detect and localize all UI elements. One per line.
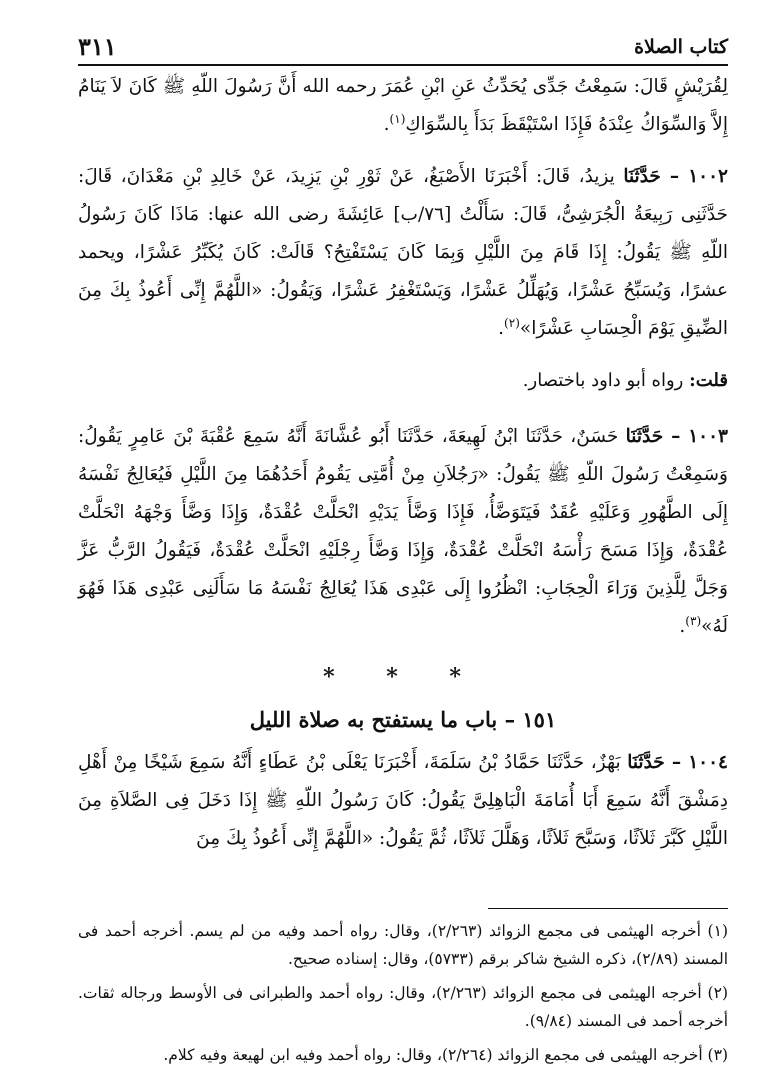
footnote-2: (٢) أخرجه الهيثمى فى مجمع الزوائد (٢/٢٦٣)، وقال: رواه أحمد والطبرانى فى الأوسط ورجاله ثقات. أخرجه أحمد فى المسند (٩/٨٤). [78,984,728,1030]
footnote-divider [488,908,728,909]
hadith-text: حَسَنٌ، حَدَّثَنَا ابْنُ لَهِيعَةَ، حَدَّثَنَا أَبُو عُشَّانَةَ أَنَّهُ سَمِعَ عُقْبَةَ بْنَ عَامِرٍ يَقُولُ: وَسَمِعْتُ رَسُولَ اللّهِ ﷺ يَقُولُ: «رَجُلاَنِ مِنْ أُمَّتِى يَقُومُ أَحَدُهُمَا مِنَ اللَّيْلِ فَيُعَالِجُ نَفْسَهُ إِلَى الطَّهُورِ وَعَلَيْهِ عُقَدٌ فَيَتَوَضَّأُ، فَإِذَا وَضَّأَ يَدَيْهِ انْحَلَّتْ عُقْدَةٌ، وَإِذَا وَضَّأَ وَجْهَهُ انْحَلَّتْ عُقْدَةٌ، وَإِذَا مَسَحَ رَأْسَهُ انْحَلَّتْ عُقْدَةٌ، وَإِذَا وَضَّأَ رِجْلَيْهِ انْحَلَّتْ عُقْدَةٌ، فَيَقُولُ الرَّبُّ عَزَّ وَجَلَّ لِلَّذِينَ وَرَاءَ الْحِجَابِ: انْظُرُوا إِلَى عَبْدِى هَذَا يُعَالِجُ نَفْسَهُ مَا سَأَلَنِى عَبْدِى هَذَا فَهُوَ لَهُ» [78,426,728,637]
hadith-number: ١٠٠٣ – [663,426,728,447]
author-note [78,362,728,400]
hadith-1004 [78,744,728,858]
chapter-heading: ١٥١ – باب ما يستفتح به صلاة الليل [249,707,557,732]
footnote-ref: (٣) [685,613,702,628]
footnote-1: (١) أخرجه الهيثمى فى مجمع الزوائد (٢/٢٦٣)، وقال: رواه أحمد وفيه من لم يسم. أخرجه أحمد فى المسند (٢/٨٩)، ذكره الشيخ شاكر برقم (٥٧٣٣)، وقال: إسناده صحيح. [78,922,728,968]
hadith-lead: حَدَّثَنَا [623,166,661,187]
hadith-1003: ١٠٠٣ – حَدَّثَنَا حَسَنٌ، حَدَّثَنَا ابْنُ لَهِيعَةَ، حَدَّثَنَا أَبُو عُشَّانَةَ أَنَّهُ سَمِعَ عُقْبَةَ بْنَ عَامِرٍ يَقُولُ: وَسَمِعْتُ رَسُولَ اللّهِ ﷺ يَقُولُ: «رَجُلاَنِ مِنْ أُمَّتِى يَقُومُ أَحَدُهُمَا مِنَ اللَّيْلِ فَيُعَالِجُ نَفْسَهُ إِلَى الطَّهُورِ وَعَلَيْهِ عُقَدٌ فَيَتَوَضَّأُ، فَإِذَا وَضَّأَ يَدَيْهِ انْحَلَّتْ عُقْدَةٌ، وَإِذَا وَضَّأَ وَجْهَهُ انْحَلَّتْ عُقْدَةٌ، وَإِذَا مَسَحَ رَأْسَهُ انْحَلَّتْ عُقْدَةٌ، وَإِذَا وَضَّأَ رِجْلَيْهِ انْحَلَّتْ عُقْدَةٌ، فَيَقُولُ الرَّبُّ عَزَّ وَجَلَّ لِلَّذِينَ وَرَاءَ الْحِجَابِ: انْظُرُوا إِلَى عَبْدِى هَذَا يُعَالِجُ نَفْسَهُ مَا سَأَلَنِى عَبْدِى هَذَا فَهُوَ لَهُ»$^{(٣)}$. [78,426,728,637]
hadith-1002: ١٠٠٢ – حَدَّثَنَا يزيدُ، قَالَ: أَخْبَرَنَا الأَصْبَغُ، عَنْ ثَوْرِ بْنِ يَزِيدَ، عَنْ خَالِدِ بْنِ مَعْدَانَ، قَالَ: حَدَّثَنِى رَبِيعَةُ الْجُرَشِىُّ، قَالَ: سَأَلْتُ [٧٦/ب] عَائِشَةَ رضى الله عنها: مَاذَا كَانَ رَسُولُ اللّهِ ﷺ يَقُولُ: إِذَا قَامَ مِنَ اللَّيْلِ وَبِمَا كَانَ يَسْتَفْتِحُ؟ قَالَتْ: كَانَ يُكَبِّرُ عَشْرًا، ويحمد عشرًا، وَيُسَبِّحُ عَشْرًا، وَيُهَلِّلُ عَشْرًا، وَيَسْتَغْفِرُ عَشْرًا، وَيَقُولُ: «اللَّهُمَّ إِنِّى أَعُوذُ بِكَ مِنَ الضِّيقِ يَوْمَ الْحِسَابِ عَشْرًا»$^{(٢)}$. [78,166,728,339]
hadith-number: ١٠٠٤ – [664,752,728,773]
hadith-text: يزيدُ، قَالَ: أَخْبَرَنَا الأَصْبَغُ، عَنْ ثَوْرِ بْنِ يَزِيدَ، عَنْ خَالِدِ بْنِ مَعْدَانَ، قَالَ: حَدَّثَنِى رَبِيعَةُ الْجُرَشِىُّ، قَالَ: سَأَلْتُ [٧٦/ب] عَائِشَةَ رضى الله عنها: مَاذَا كَانَ رَسُولُ اللّهِ ﷺ يَقُولُ: إِذَا قَامَ مِنَ اللَّيْلِ وَبِمَا كَانَ يَسْتَفْتِحُ؟ قَالَتْ: كَانَ يُكَبِّرُ عَشْرًا، ويحمد عشرًا، وَيُسَبِّحُ عَشْرًا، وَيُهَلِّلُ عَشْرًا، وَيَسْتَغْفِرُ عَشْرًا، وَيَقُولُ: «اللَّهُمَّ إِنِّى أَعُوذُ بِكَ مِنَ الضِّيقِ يَوْمَ الْحِسَابِ عَشْرًا» [78,166,728,339]
footnote-ref: (١) [389,111,406,126]
hadith-text: لِقُرَيْشٍ قَالَ: سَمِعْتُ جَدِّى يُحَدِّثُ عَنِ ابْنِ عُمَرَ رحمه الله أَنَّ رَسُولَ اللّهِ ﷺ كَانَ لاَ يَنَامُ إِلاَّ وَالسِّوَاكُ عِنْدَهُ فَإِذَا اسْتَيْقَظَ بَدَأَ بِالسِّوَاكِ [78,76,728,135]
hadith-number: ١٠٠٢ – [660,166,728,187]
note-text: رواه أبو داود باختصار. [522,370,690,391]
page-body [78,68,728,858]
hadith-lead: حَدَّثَنَا [625,426,664,447]
hadith-1001-continuation: لِقُرَيْشٍ قَالَ: سَمِعْتُ جَدِّى يُحَدِّثُ عَنِ ابْنِ عُمَرَ رحمه الله أَنَّ رَسُولَ اللّهِ ﷺ كَانَ لاَ يَنَامُ إِلاَّ وَالسِّوَاكُ عِنْدَهُ فَإِذَا اسْتَيْقَظَ بَدَأَ بِالسِّوَاكِ$^{(١)}$. [78,76,728,135]
footnote-3: (٣) أخرجه الهيثمى فى مجمع الزوائد (٢/٢٦٤)، وقال: رواه أحمد وفيه ابن لهيعة وفيه كلام. [163,1046,728,1064]
footnotes-section [78,908,728,1075]
page-header [78,30,728,66]
page-number: ٣١١ [78,32,117,61]
book-page [78,30,728,1075]
footnote-ref: (٢) [504,315,520,330]
section-separator-stars: * * * [323,664,483,690]
running-title: كتاب الصلاة [634,36,728,58]
hadith-text: بَهْزٌ، حَدَّثَنَا حَمَّادُ بْنُ سَلَمَةَ، أَخْبَرَنَا يَعْلَى بْنُ عَطَاءٍ أَنَّهُ سَمِعَ شَيْخًا مِنْ أَهْلِ دِمَشْقَ أَنَّهُ سَمِعَ أَبَا أُمَامَةَ الْبَاهِلِىَّ يَقُولُ: كَانَ رَسُولُ اللّهِ ﷺ إِذَا دَخَلَ فِى الصَّلاَةِ مِنَ اللَّيْلِ كَبَّرَ ثَلاَثًا، وَسَبَّحَ ثَلاَثًا، وَهَلَّلَ ثَلاَثًا، ثُمَّ يَقُولُ: «اللَّهُمَّ إِنِّى أَعُوذُ بِكَ مِنَ [78,752,728,849]
note-label: قلت: [689,370,728,391]
hadith-lead: حَدَّثَنَا [627,752,665,773]
